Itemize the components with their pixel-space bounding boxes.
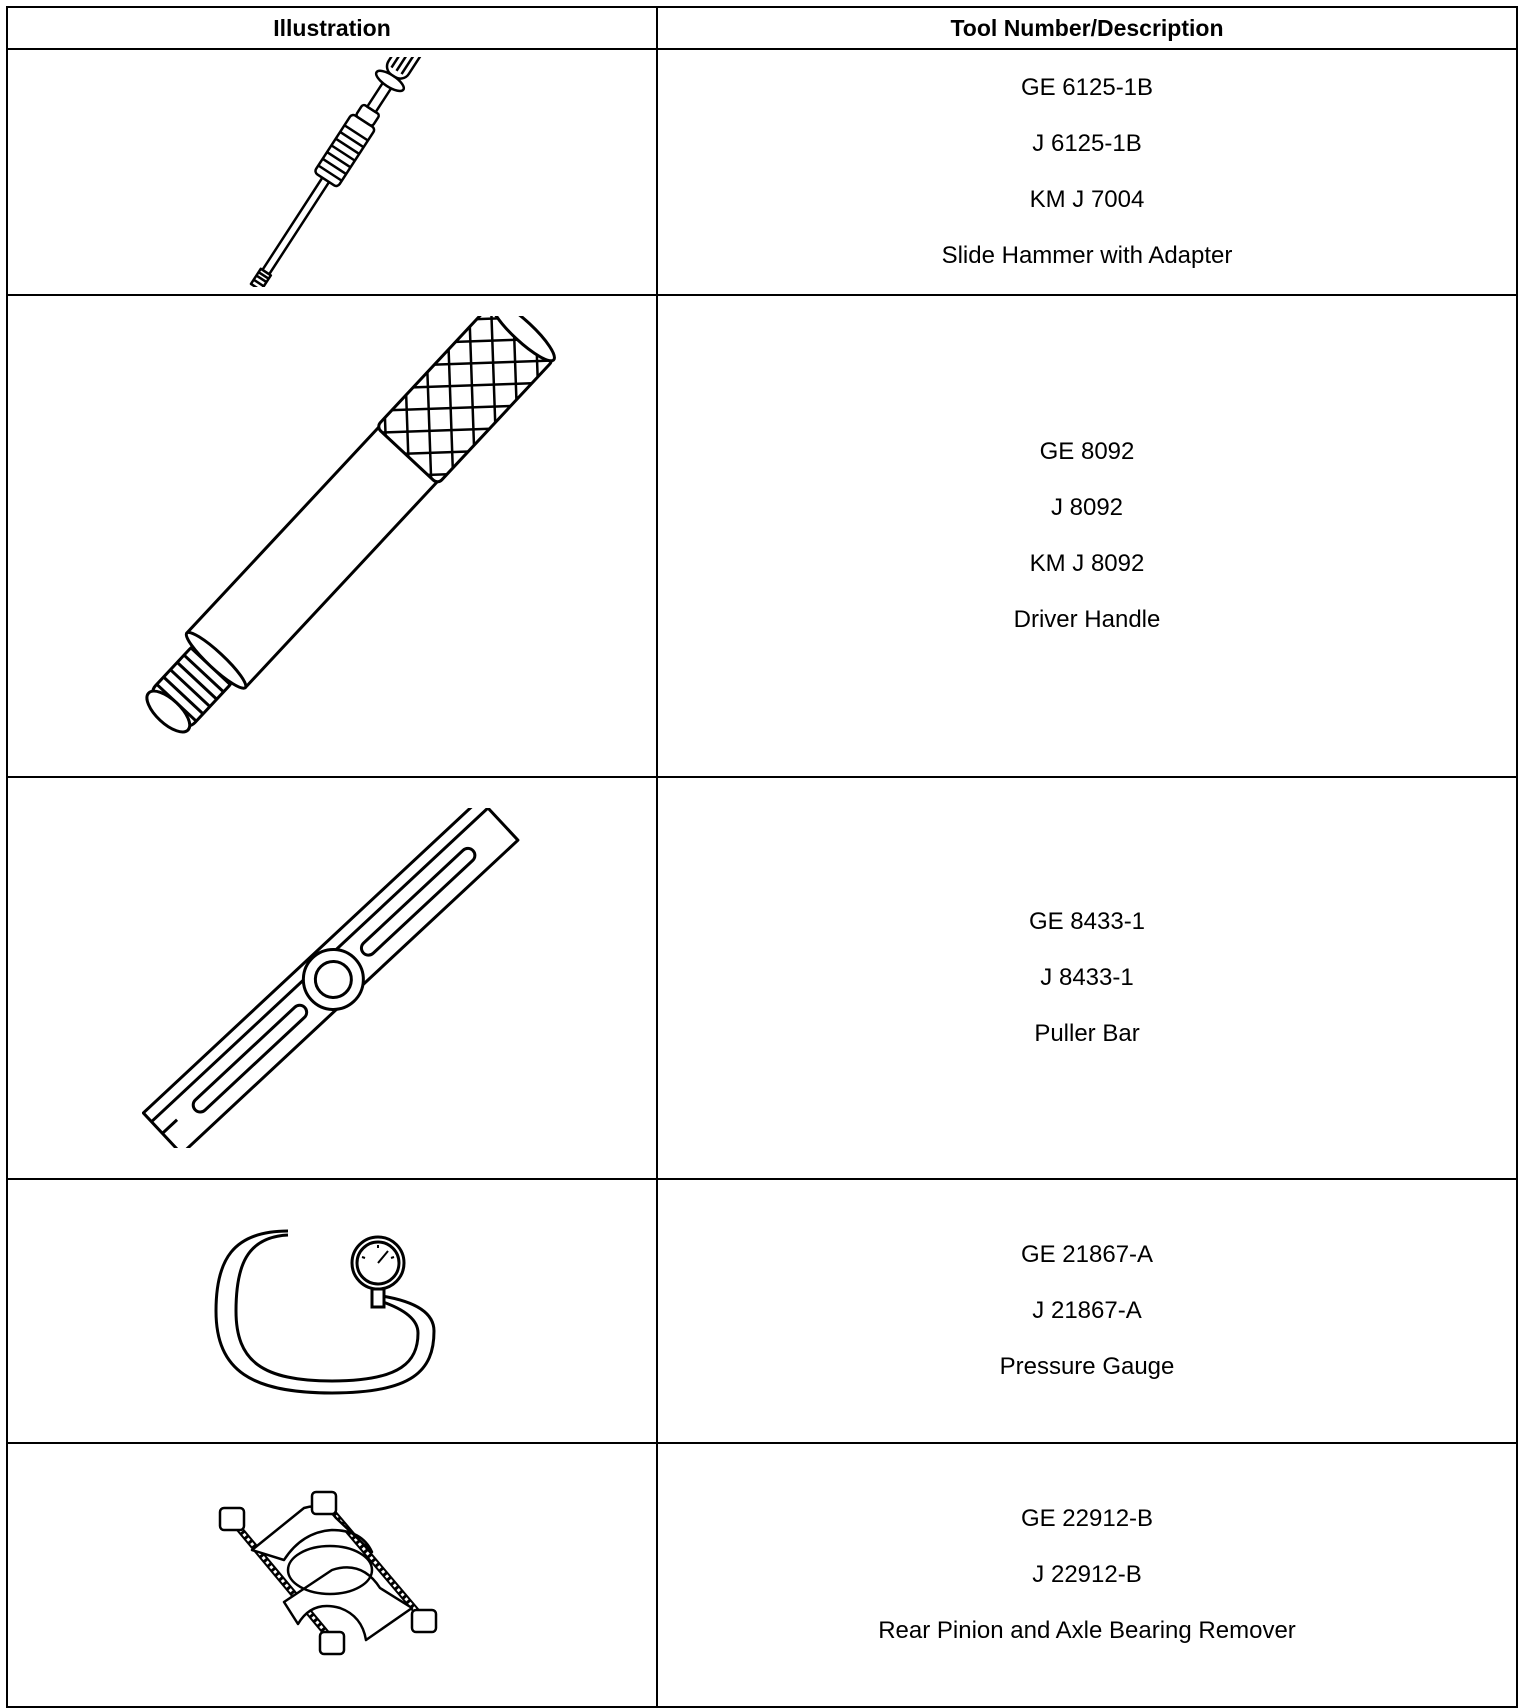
tool-number: J 8433-1 <box>1040 964 1134 991</box>
illustration-cell <box>7 295 657 777</box>
slide-hammer-icon <box>202 57 462 287</box>
header-illustration: Illustration <box>7 7 657 49</box>
tool-description: Driver Handle <box>1013 606 1161 633</box>
tool-number: GE 8433-1 <box>1028 908 1146 935</box>
bearing-remover-icon <box>212 1490 452 1660</box>
illustration-cell <box>7 1179 657 1443</box>
illustration-cell <box>7 49 657 295</box>
description-cell <box>657 1443 1517 1707</box>
tool-number: GE 22912-B <box>1020 1505 1154 1532</box>
table-row <box>7 1179 1517 1443</box>
tool-number: GE 21867-A <box>1020 1241 1154 1268</box>
tool-number: J 8092 <box>1050 494 1124 521</box>
tool-description: Pressure Gauge <box>999 1353 1175 1380</box>
description-cell <box>657 295 1517 777</box>
header-row <box>7 7 1517 49</box>
tool-number: KM J 7004 <box>1029 186 1145 213</box>
description-cell <box>657 49 1517 295</box>
tool-description: Rear Pinion and Axle Bearing Remover <box>878 1617 1296 1644</box>
illustration-cell <box>7 777 657 1179</box>
tool-description: Slide Hammer with Adapter <box>941 242 1233 269</box>
description-cell <box>657 777 1517 1179</box>
tool-number: J 22912-B <box>1032 1561 1142 1588</box>
header-description: Tool Number/Description <box>657 7 1517 49</box>
description-cell <box>657 1179 1517 1443</box>
tool-number: J 21867-A <box>1032 1297 1142 1324</box>
table-row <box>7 49 1517 295</box>
illustration-cell <box>7 1443 657 1707</box>
tool-number: GE 6125-1B <box>1020 74 1154 101</box>
tool-number: KM J 8092 <box>1029 550 1145 577</box>
driver-handle-icon <box>102 316 562 756</box>
tool-table <box>6 6 1518 1708</box>
puller-bar-icon <box>142 808 522 1148</box>
table-row <box>7 295 1517 777</box>
pressure-gauge-icon <box>212 1221 452 1401</box>
table-row <box>7 1443 1517 1707</box>
tool-number: J 6125-1B <box>1032 130 1142 157</box>
tool-description: Puller Bar <box>1034 1020 1140 1047</box>
table-row <box>7 777 1517 1179</box>
tool-number: GE 8092 <box>1039 438 1135 465</box>
